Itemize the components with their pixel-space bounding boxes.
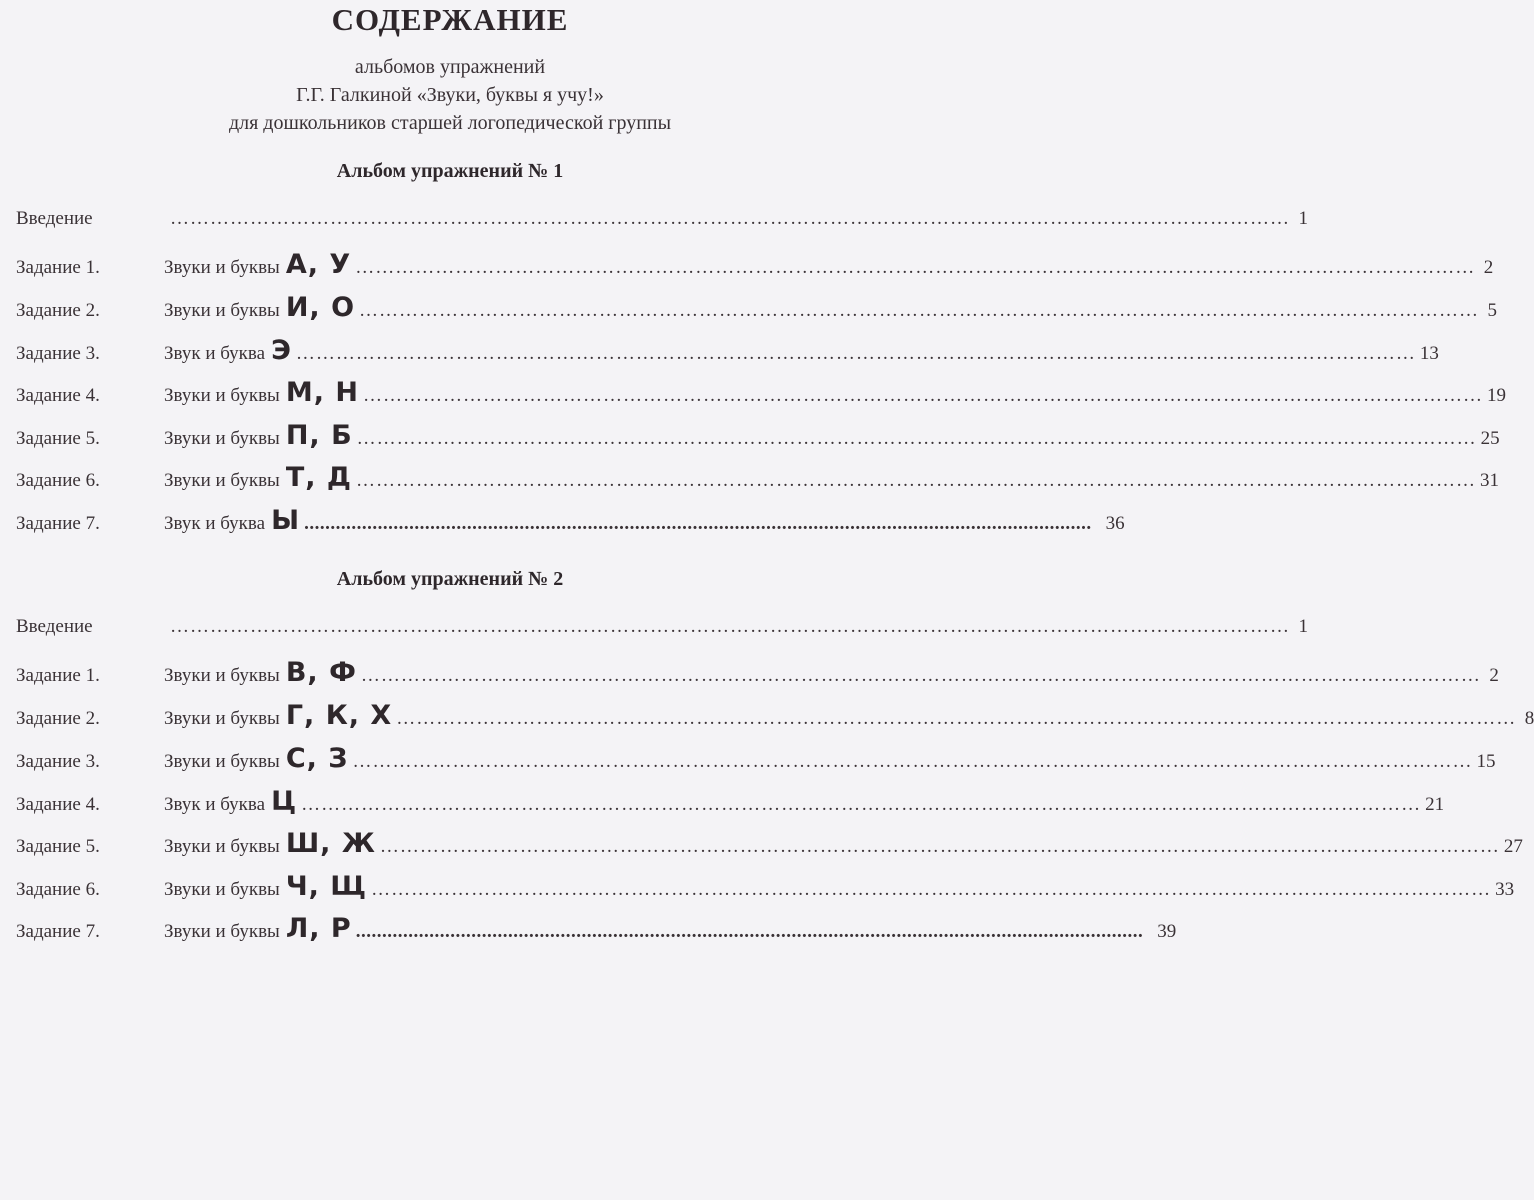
entry-label: Задание 4. [16,794,100,815]
entry-description: Звуки и буквы [164,708,280,729]
entry-letters: В, Ф [285,657,357,688]
entry-page: 21 [1425,794,1445,815]
entry-label: Задание 1. [16,257,100,278]
dot-leader: …………………………………………………………………………………………………………………………………………………… [356,428,1477,449]
entry-page: 39 [1157,921,1177,942]
entry-letters: П, Б [285,420,353,451]
entry-label: Введение [16,616,93,637]
toc-entry [16,377,1506,417]
entry-label: Введение [16,208,93,229]
toc-entry [16,828,1523,868]
entry-page: 36 [1105,513,1125,534]
toc-entry [16,700,1534,740]
entry-page: 13 [1419,343,1439,364]
toc-entry [16,249,1494,289]
entry-description: Звуки и буквы [164,257,280,278]
entry-page: 8 [1524,708,1534,729]
entry-description: Звуки и буквы [164,836,280,857]
dot-leader: …………………………………………………………………………………………………………………………………………………… [360,665,1481,686]
dot-leader: …………………………………………………………………………………………………………………………………………………… [396,708,1517,729]
dot-leader: …………………………………………………………………………………………………………………………………………………… [301,794,1422,815]
album-2-title: Альбом упражнений № 2 [336,568,564,590]
entry-letters: Э [271,335,292,366]
entry-label: Задание 1. [16,665,100,686]
entry-page: 19 [1486,385,1506,406]
entry-page: 27 [1503,836,1523,857]
entry-page: 2 [1483,257,1494,278]
entry-description: Звук и буква [164,794,266,815]
entry-description: Звуки и буквы [164,751,280,772]
subtitle-line-1: альбомов упражнений [354,56,546,78]
entry-description: Звуки и буквы [164,921,280,942]
entry-label: Задание 2. [16,708,100,729]
entry-description: Звуки и буквы [164,665,280,686]
toc-entry [16,292,1498,332]
toc-entry [16,871,1515,911]
entry-description: Звуки и буквы [164,879,280,900]
entry-label: Задание 7. [16,513,100,534]
toc-entry [16,657,1499,697]
entry-letters: М, Н [285,377,359,408]
toc-entry [16,420,1500,460]
entry-label: Задание 3. [16,751,100,772]
entry-page: 25 [1480,428,1500,449]
entry-page: 5 [1487,300,1498,321]
entry-label: Задание 4. [16,385,100,406]
entry-description: Звуки и буквы [164,300,280,321]
entry-label: Задание 3. [16,343,100,364]
entry-description: Звуки и буквы [164,428,280,449]
entry-page: 31 [1479,470,1499,491]
dot-leader: …………………………………………………………………………………………………………………………………………………… [379,836,1500,857]
toc-entry [16,616,1308,656]
dot-leader: ...................................................................................................................................................... [355,921,1144,942]
dot-leader: ...................................................................................................................................................... [304,513,1092,534]
entry-letters: Ч, Щ [285,871,368,902]
toc-entry [16,743,1496,783]
entry-letters: Г, К, Х [285,700,393,731]
entry-page: 1 [1298,208,1308,229]
dot-leader: …………………………………………………………………………………………………………………………………………………… [170,208,1290,229]
toc-entry [16,335,1439,375]
entry-letters: Л, Р [285,913,352,944]
subtitle-line-2: Г.Г. Галкиной «Звуки, буквы я учу!» [296,84,604,106]
entry-description: Звук и буква [164,513,266,534]
entry-label: Задание 7. [16,921,100,942]
entry-label: Задание 5. [16,836,100,857]
entry-letters: А, У [285,249,352,280]
entry-page: 1 [1298,616,1308,637]
entry-letters: И, О [285,292,356,323]
entry-description: Звуки и буквы [164,470,280,491]
entry-page: 33 [1495,879,1515,900]
entry-letters: С, З [285,743,349,774]
dot-leader: …………………………………………………………………………………………………………………………………………………… [355,257,1476,278]
dot-leader: …………………………………………………………………………………………………………………………………………………… [295,343,1416,364]
toc-entry [16,913,1177,953]
toc-entry [16,786,1445,826]
dot-leader: …………………………………………………………………………………………………………………………………………………… [371,879,1492,900]
entry-label: Задание 5. [16,428,100,449]
entry-page: 15 [1476,751,1496,772]
entry-page: 2 [1489,665,1499,686]
toc-entry [16,208,1308,248]
toc-entry [16,462,1499,502]
dot-leader: …………………………………………………………………………………………………………………………………………………… [355,470,1476,491]
entry-letters: Ы [271,505,301,536]
dot-leader: …………………………………………………………………………………………………………………………………………………… [352,751,1473,772]
entry-letters: Ш, Ж [285,828,376,859]
page-title: СОДЕРЖАНИЕ [331,2,569,37]
dot-leader: …………………………………………………………………………………………………………………………………………………… [362,385,1483,406]
toc-entry [16,505,1125,545]
dot-leader: …………………………………………………………………………………………………………………………………………………… [359,300,1480,321]
entry-label: Задание 6. [16,470,100,491]
subtitle-line-3: для дошкольников старшей логопедической группы [228,112,672,134]
entry-label: Задание 6. [16,879,100,900]
entry-description: Звуки и буквы [164,385,280,406]
dot-leader: …………………………………………………………………………………………………………………………………………………… [170,616,1290,637]
entry-letters: Ц [271,786,298,817]
entry-description: Звук и буква [164,343,266,364]
entry-label: Задание 2. [16,300,100,321]
album-1-title: Альбом упражнений № 1 [336,160,564,182]
entry-letters: Т, Д [285,462,352,493]
